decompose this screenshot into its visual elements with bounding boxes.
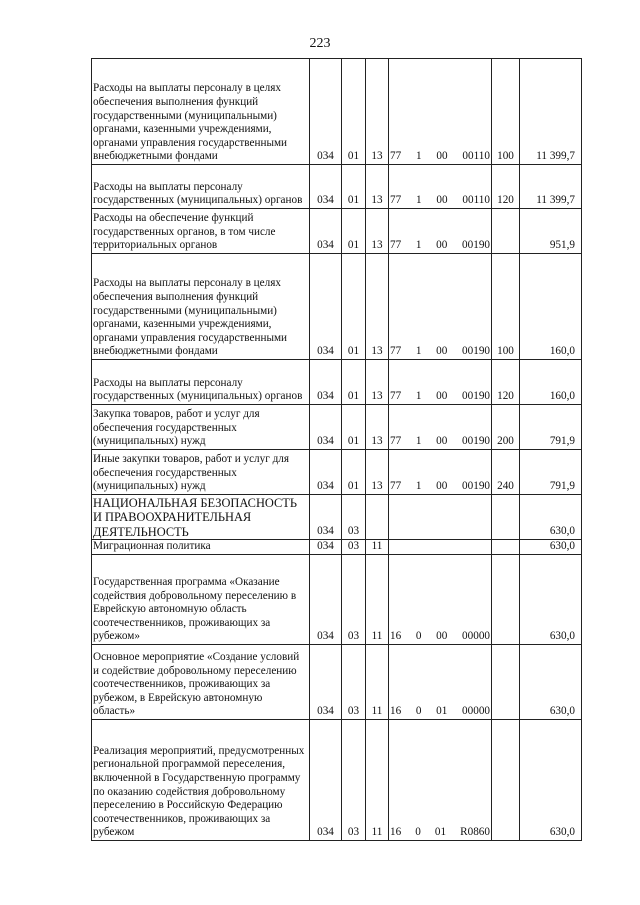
target-article-code [389,165,492,209]
expense-type-code [492,720,520,841]
table-row [92,720,582,841]
subsection-code: 13 [366,209,389,254]
expense-type-code: 240 [492,450,520,495]
target-article-code [389,645,492,720]
csr-subprogram: 1 [416,194,422,207]
csr-measure: 00 [436,345,448,358]
expense-name: Основное мероприятие «Создание условий и содействие добровольному переселению соотечественников, проживающих за рубежом, в Еврейскую автономную область» [92,645,310,720]
subsection-code: 13 [366,165,389,209]
expense-name: Расходы на выплаты персоналу в целях обеспечения выполнения функций государственными (муниципальными) органами, казенными учреждениями, органами управления государственными внебюджетными фондами [92,59,310,165]
amount: 11 399,7 [520,165,582,209]
csr-program: 16 [390,630,402,643]
amount: 951,9 [520,209,582,254]
expense-name: Расходы на обеспечение функций государственных органов, в том числе территориальных органов [92,209,310,254]
expense-type-code: 120 [492,360,520,405]
expense-type-code [492,495,520,540]
csr-program: 77 [390,390,402,403]
csr-subprogram: 1 [415,239,422,252]
subsection-code: 11 [366,540,389,555]
table-row [92,495,582,540]
csr-direction: 00190 [462,390,490,403]
table-row [92,450,582,495]
subsection-code: 11 [366,645,389,720]
csr-measure: 00 [436,239,448,252]
csr-subprogram: 1 [415,480,422,493]
admin-code: 034 [310,495,342,540]
expense-type-code [492,645,520,720]
target-article-code [389,360,492,405]
amount: 11 399,7 [520,59,582,165]
admin-code: 034 [310,540,342,555]
budget-table-body [92,59,582,841]
csr-program: 77 [390,480,402,493]
section-code: 01 [342,59,366,165]
table-row [92,405,582,450]
subsection-code [366,495,389,540]
target-article-code [389,495,492,540]
section-code: 01 [342,360,366,405]
csr-subprogram: 0 [415,705,422,718]
subsection-code: 13 [366,254,389,360]
csr-subprogram: 1 [416,150,422,163]
csr-direction: R0860 [460,826,490,839]
expense-name: Реализация мероприятий, предусмотренных региональной программой переселения, включенной в Государственную программу по оказанию содействия добровольному переселению в Российскую Федерацию соотечественников, проживающих за рубежом [92,720,310,841]
csr-measure: 00 [436,390,448,403]
amount: 791,9 [520,405,582,450]
target-article-code [389,209,492,254]
csr-subprogram: 0 [415,826,421,839]
expense-type-code: 200 [492,405,520,450]
table-row [92,540,582,555]
admin-code: 034 [310,645,342,720]
section-code: 03 [342,495,366,540]
subsection-code: 11 [366,720,389,841]
csr-direction: 00190 [462,435,490,448]
csr-measure: 01 [434,826,447,839]
table-row [92,209,582,254]
csr-subprogram: 1 [415,345,422,358]
section-code: 03 [342,645,366,720]
csr-direction: 00190 [462,239,490,252]
amount: 630,0 [520,495,582,540]
page-number: 223 [309,36,331,51]
expense-type-code [492,555,520,645]
csr-subprogram: 1 [415,390,422,403]
csr-program: 77 [390,239,402,252]
csr-measure: 00 [436,480,448,493]
section-code: 01 [342,450,366,495]
expense-type-code: 120 [492,165,520,209]
csr-program: 77 [390,345,402,358]
admin-code: 034 [310,165,342,209]
csr-subprogram: 0 [415,630,422,643]
admin-code: 034 [310,405,342,450]
subsection-code: 11 [366,555,389,645]
target-article-code [389,540,492,555]
csr-measure: 00 [436,435,448,448]
section-code: 01 [342,165,366,209]
target-article-code [389,59,492,165]
csr-direction: 00110 [462,194,490,207]
target-article-code [389,720,492,841]
amount: 160,0 [520,254,582,360]
admin-code: 034 [310,555,342,645]
csr-program: 77 [390,435,402,448]
target-article-code [389,555,492,645]
csr-measure: 00 [436,630,448,643]
expense-name: Закупка товаров, работ и услуг для обеспечения государственных (муниципальных) нужд [92,405,310,450]
csr-subprogram: 1 [415,435,422,448]
subsection-code: 13 [366,405,389,450]
expense-name: Государственная программа «Оказание содействия добровольному переселению в Еврейскую автономную область соотечественников, проживающих за рубежом» [92,555,310,645]
csr-program: 77 [390,194,402,207]
section-code: 01 [342,254,366,360]
admin-code: 034 [310,254,342,360]
section-code: 03 [342,720,366,841]
csr-direction: 00190 [462,480,490,493]
admin-code: 034 [310,209,342,254]
amount: 791,9 [520,450,582,495]
admin-code: 034 [310,59,342,165]
csr-measure: 01 [436,705,448,718]
table-row [92,555,582,645]
csr-direction: 00110 [462,150,490,163]
target-article-code [389,254,492,360]
table-row [92,165,582,209]
section-name: НАЦИОНАЛЬНАЯ БЕЗОПАСНОСТЬ И ПРАВООХРАНИТЕЛЬНАЯ ДЕЯТЕЛЬНОСТЬ [92,495,310,540]
amount: 630,0 [520,555,582,645]
expense-name: Иные закупки товаров, работ и услуг для обеспечения государственных (муниципальных) нужд [92,450,310,495]
csr-program: 77 [390,150,402,163]
amount: 630,0 [520,720,582,841]
admin-code: 034 [310,360,342,405]
section-code: 01 [342,405,366,450]
csr-direction: 00000 [462,705,490,718]
csr-program: 16 [390,826,402,839]
expense-type-code [492,540,520,555]
expense-type-code [492,209,520,254]
table-row [92,645,582,720]
expense-type-code: 100 [492,59,520,165]
subsection-code: 13 [366,450,389,495]
section-code: 01 [342,209,366,254]
csr-direction: 00190 [462,345,490,358]
expense-name: Расходы на выплаты персоналу в целях обеспечения выполнения функций государственными (муниципальными) органами, казенными учреждениями, органами управления государственными внебюджетными фондами [92,254,310,360]
target-article-code [389,450,492,495]
amount: 630,0 [520,645,582,720]
amount: 630,0 [520,540,582,555]
table-row [92,254,582,360]
subsection-code: 13 [366,59,389,165]
expense-name: Миграционная политика [92,540,310,555]
csr-program: 16 [390,705,402,718]
target-article-code [389,405,492,450]
table-row [92,59,582,165]
csr-measure: 00 [436,194,448,207]
expense-name: Расходы на выплаты персоналу государственных (муниципальных) органов [92,165,310,209]
csr-direction: 00000 [462,630,490,643]
budget-table [91,58,582,841]
section-code: 03 [342,555,366,645]
amount: 160,0 [520,360,582,405]
expense-name: Расходы на выплаты персоналу государственных (муниципальных) органов [92,360,310,405]
csr-measure: 00 [436,150,448,163]
admin-code: 034 [310,720,342,841]
section-code: 03 [342,540,366,555]
admin-code: 034 [310,450,342,495]
table-row [92,360,582,405]
subsection-code: 13 [366,360,389,405]
expense-type-code: 100 [492,254,520,360]
